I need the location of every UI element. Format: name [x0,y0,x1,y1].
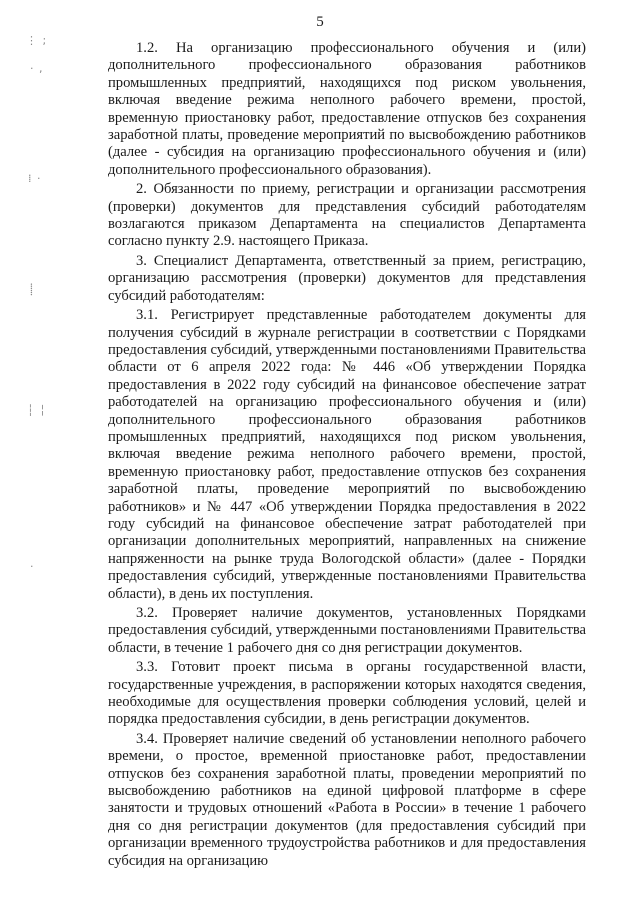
scan-artifact: ⋮ ; [26,34,48,47]
paragraph-3-2: 3.2. Проверяет наличие документов, установленных Порядками предоставления субсидий, утвержденными постановлениями Правительства области, в течение 1 рабочего дня со дня регистрации документов. [108,605,586,656]
paragraph-3: 3. Специалист Департамента, ответственный за прием, регистрацию, организацию рассмотрения (проверки) документов для представления субсидий работодателям: [108,252,586,304]
scan-artifact: ⁞ · [28,172,42,185]
scan-artifact: · [30,560,35,573]
paragraph-3-4: 3.4. Проверяет наличие сведений об установлении неполного рабочего времени, о простое, временной приостановке работ, предоставлении отпусков без сохранения заработной платы, проведении мероприятий по высвобождению работников на единой цифровой платформе в сфере занятости и трудовых отношений «Работа в России» в течение 1 рабочего дня со дня регистрации документов (для предоставления субсидий при организации временного трудоустройства работников и для предоставления субсидия на организацию [108,730,586,869]
paragraph-2: 2. Обязанности по приему, регистрации и организации рассмотрения (проверки) документов для представления субсидий работодателям возлагаются приказом Департамента на специалистов Департамента согласно пункту 2.9. настоящего Приказа. [108,181,586,250]
scan-artifact: ⸽ [30,283,34,296]
page-number: 5 [316,14,324,30]
scan-artifact: · , [30,62,44,75]
scan-artifact: ┆ ╎ [27,404,47,417]
paragraph-3-1: 3.1. Регистрирует представленные работодателем документы для получения субсидий в журнале регистрации в соответствии с Порядками предоставления субсидий, утвержденными постановлениями Правительства области от 6 апреля 2022 года: № 446 «Об утверждении Порядка предоставления в 2022 году субсидий на финансовое обеспечение затрат работодателей на организацию профессионального обучения и (или) дополнительного профессионального образования работников промышленных предприятий, находящихся под риском увольнения, включая введение режима неполного рабочего времени, простой, временную приостановку работ, предоставление отпусков без сохранения заработной платы, проведение мероприятий по высвобождению работников» и № 447 «Об утверждении Порядка предоставления в 2022 году субсидий на финансовое обеспечение затрат работодателей при организации дополнительных мероприятий, направленных на снижение напряженности на рынке труда Вологодской области» (далее - Порядки предоставления субсидий, утвержденные постановлениями Правительства области), в день их поступления. [108,307,586,602]
document-body [108,40,586,872]
paragraph-1-2: 1.2. На организацию профессионального обучения и (или) дополнительного профессионального образования работников промышленных предприятий, находящихся под риском увольнения, включая введение режима неполного рабочего времени, простой, временную приостановку работ, предоставление отпусков без сохранения заработной платы, проведение мероприятий по высвобождению работников (далее - субсидия на организацию профессионального обучения и (или) дополнительного профессионального образования). [108,40,586,178]
paragraph-3-3: 3.3. Готовит проект письма в органы государственной власти, государственные учреждения, в распоряжении которых находятся сведения, необходимые для осуществления проверки соблюдения условий, целей и порядка предоставления субсидии, в день регистрации документов. [108,659,586,728]
